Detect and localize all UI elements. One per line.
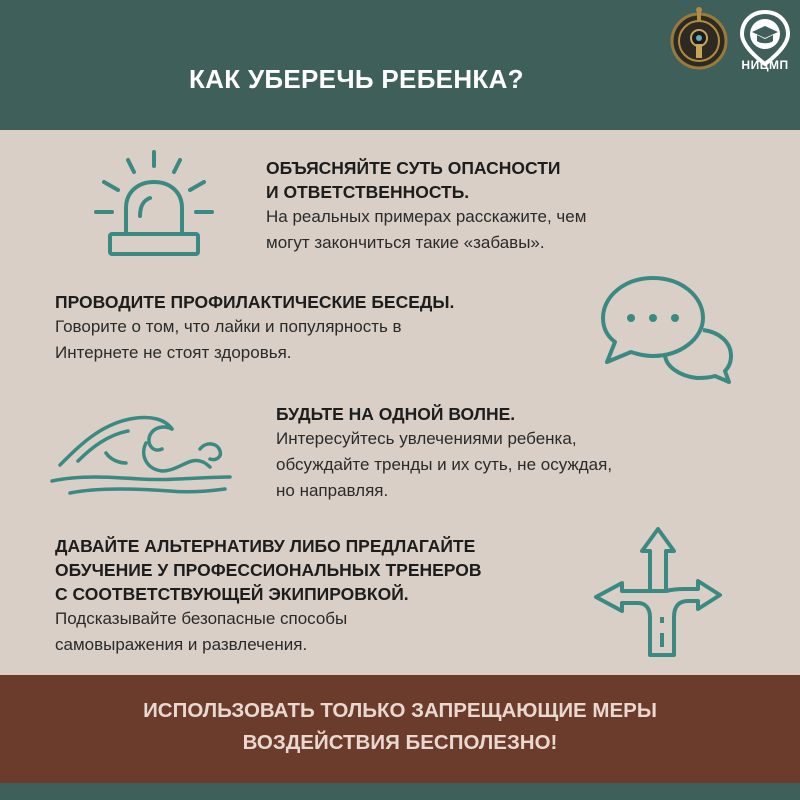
tip-1 — [266, 156, 746, 256]
tips-section — [0, 130, 800, 675]
tip-3 — [276, 402, 756, 504]
road-arrows-icon — [590, 525, 725, 660]
tip-3-heading: БУДЬТЕ НА ОДНОЙ ВОЛНЕ. — [276, 404, 516, 424]
footer-warning-text: ИСПОЛЬЗОВАТЬ ТОЛЬКО ЗАПРЕЩАЮЩИЕ МЕРЫ ВОЗДЕЙСТВИЯ БЕСПОЛЕЗНО! — [143, 699, 657, 754]
tip-2-heading: ПРОВОДИТЕ ПРОФИЛАКТИЧЕСКИЕ БЕСЕДЫ. — [55, 292, 455, 312]
alarm-siren-icon — [90, 150, 220, 260]
header-bar — [0, 0, 800, 130]
tip-3-body: Интересуйтесь увлечениями ребенка, обсуждайте тренды и их суть, не осуждая, но направляя. — [276, 429, 613, 500]
tip-1-heading: ОБЪЯСНЯЙТЕ СУТЬ ОПАСНОСТИ И ОТВЕТСТВЕННОСТЬ. — [266, 158, 561, 202]
wave-icon — [50, 405, 235, 505]
tip-2 — [55, 290, 575, 366]
tip-4-body: Подсказывайте безопасные способы самовыражения и развлечения. — [55, 609, 348, 654]
nicmp-logo — [734, 8, 796, 74]
tip-2-body: Говорите о том, что лайки и популярность в Интернете не стоят здоровья. — [55, 317, 402, 362]
tip-1-body: На реальных примерах расскажите, чем могут закончиться такие «забавы». — [266, 207, 587, 252]
page-title: КАК УБЕРЕЧЬ РЕБЕНКА? — [189, 64, 524, 94]
logo-text: НИЦМП — [741, 58, 789, 72]
keyhole-emblem-icon — [664, 6, 734, 76]
bottom-strip — [0, 783, 800, 800]
tip-4 — [55, 534, 595, 658]
chat-bubbles-icon — [595, 270, 745, 385]
tip-4-heading: ДАВАЙТЕ АЛЬТЕРНАТИВУ ЛИБО ПРЕДЛАГАЙТЕ ОБУЧЕНИЕ У ПРОФЕССИОНАЛЬНЫХ ТРЕНЕРОВ С СООТВЕТСТВУЮЩЕЙ ЭКИПИРОВКОЙ. — [55, 536, 482, 604]
warning-footer — [0, 675, 800, 783]
